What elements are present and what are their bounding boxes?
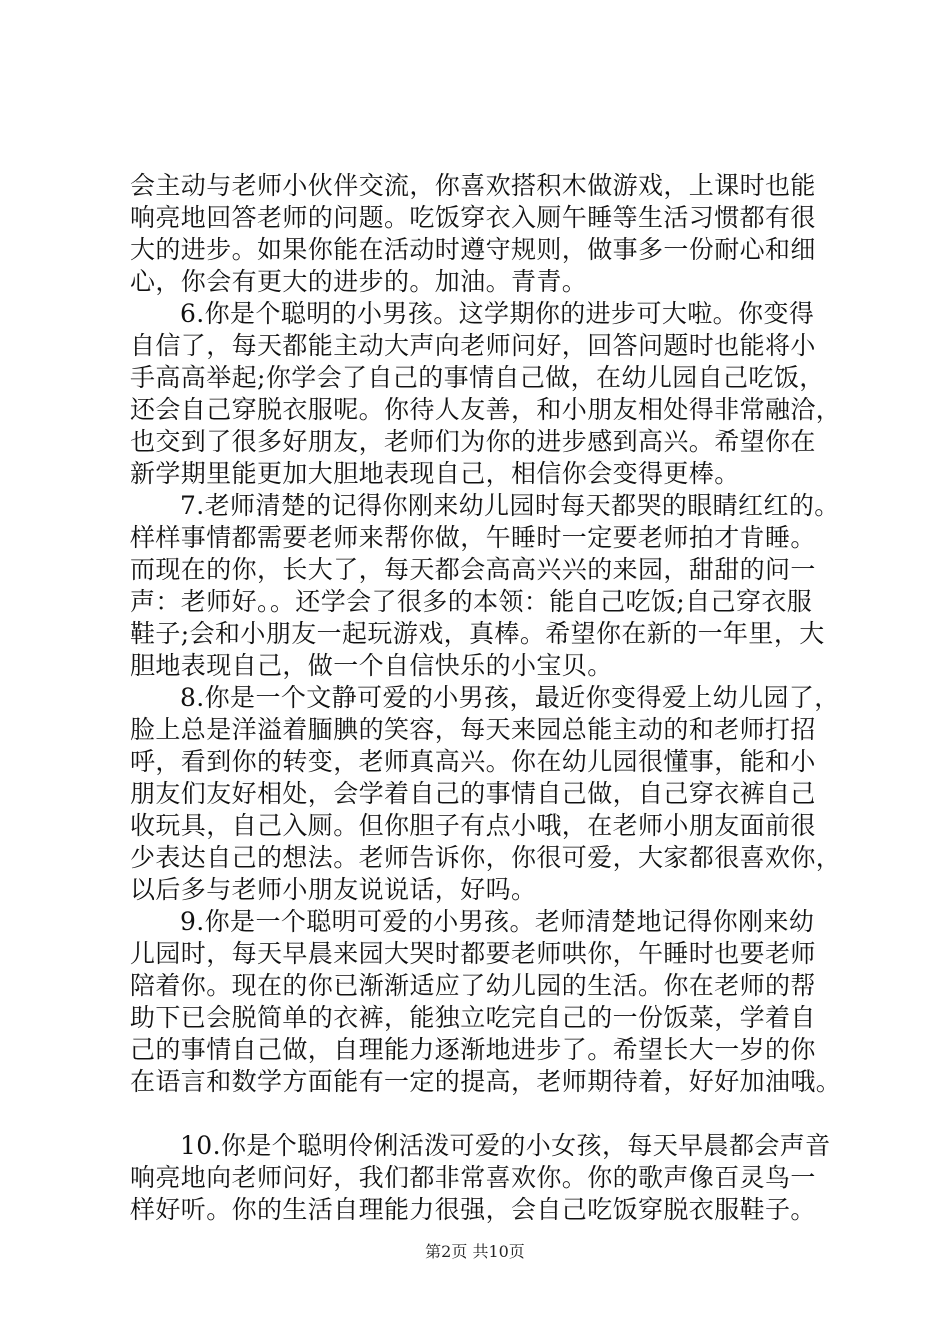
- text-line: 陪着你。现在的你已渐渐适应了幼儿园的生活。你在老师的帮: [130, 971, 816, 1000]
- text-line: 样好听。你的生活自理能力很强，会自己吃饭穿脱衣服鞋子。: [130, 1195, 816, 1224]
- paragraph: [130, 490, 850, 682]
- text-line: 收玩具，自己入厕。但你胆子有点小哦，在老师小朋友面前很: [130, 811, 816, 840]
- text-line: 胆地表现自己，做一个自信快乐的小宝贝。: [130, 651, 613, 680]
- text-line: 会主动与老师小伙伴交流，你喜欢搭积木做游戏，上课时也能: [130, 171, 816, 200]
- text-line: 在语言和数学方面能有一定的提高，老师期待着，好好加油哦。: [130, 1067, 842, 1096]
- paragraph: [130, 1130, 850, 1226]
- text-line: 7.老师清楚的记得你刚来幼儿园时每天都哭的眼睛红红的。: [180, 491, 840, 520]
- text-line: 呼，看到你的转变，老师真高兴。你在幼儿园很懂事，能和小: [130, 747, 816, 776]
- text-line: 鞋子;会和小朋友一起玩游戏，真棒。希望你在新的一年里，大: [130, 619, 825, 648]
- text-line: 9.你是一个聪明可爱的小男孩。老师清楚地记得你刚来幼: [180, 907, 815, 936]
- text-line: 脸上总是洋溢着腼腆的笑容，每天来园总能主动的和老师打招: [130, 715, 816, 744]
- document-body: [130, 170, 850, 1226]
- text-line: 大的进步。如果你能在活动时遵守规则，做事多一份耐心和细: [130, 235, 816, 264]
- text-line: 助下已会脱简单的衣裤，能独立吃完自己的一份饭菜，学着自: [130, 1003, 816, 1032]
- paragraph: [130, 682, 850, 906]
- text-line: 己的事情自己做，自理能力逐渐地进步了。希望长大一岁的你: [130, 1035, 816, 1064]
- text-line: 样样事情都需要老师来帮你做，午睡时一定要老师拍才肯睡。: [130, 523, 816, 552]
- paragraph: [130, 170, 850, 298]
- paragraph-spacer: [130, 1098, 850, 1130]
- text-line: 响亮地向老师问好，我们都非常喜欢你。你的歌声像百灵鸟一: [130, 1163, 816, 1192]
- text-line: 自信了，每天都能主动大声向老师问好，回答问题时也能将小: [130, 331, 816, 360]
- text-line: 声：老师好。。还学会了很多的本领：能自己吃饭;自己穿衣服: [130, 587, 813, 616]
- text-line: 手高高举起;你学会了自己的事情自己做，在幼儿园自己吃饭，: [130, 363, 825, 392]
- text-line: 响亮地回答老师的问题。吃饭穿衣入厕午睡等生活习惯都有很: [130, 203, 816, 232]
- text-line: 儿园时，每天早晨来园大哭时都要老师哄你，午睡时也要老师: [130, 939, 816, 968]
- text-line: 6.你是个聪明的小男孩。这学期你的进步可大啦。你变得: [180, 299, 815, 328]
- text-line: 8.你是一个文静可爱的小男孩，最近你变得爱上幼儿园了，: [180, 683, 840, 712]
- page-footer: 第2页 共10页: [425, 1242, 525, 1261]
- paragraph: [130, 298, 850, 490]
- text-line: 心，你会有更大的进步的。加油。青青。: [130, 267, 588, 296]
- text-line: 也交到了很多好朋友，老师们为你的进步感到高兴。希望你在: [130, 427, 816, 456]
- text-line: 新学期里能更加大胆地表现自己，相信你会变得更棒。: [130, 459, 740, 488]
- text-line: 10.你是个聪明伶俐活泼可爱的小女孩，每天早晨都会声音: [180, 1131, 831, 1160]
- text-line: 而现在的你，长大了，每天都会高高兴兴的来园，甜甜的问一: [130, 555, 816, 584]
- text-line: 朋友们友好相处，会学着自己的事情自己做，自己穿衣裤自己: [130, 779, 816, 808]
- paragraph: [130, 906, 850, 1098]
- text-line: 以后多与老师小朋友说说话，好吗。: [130, 875, 537, 904]
- text-line: 少表达自己的想法。老师告诉你，你很可爱，大家都很喜欢你，: [130, 843, 842, 872]
- text-line: 还会自己穿脱衣服呢。你待人友善，和小朋友相处得非常融洽，: [130, 395, 842, 424]
